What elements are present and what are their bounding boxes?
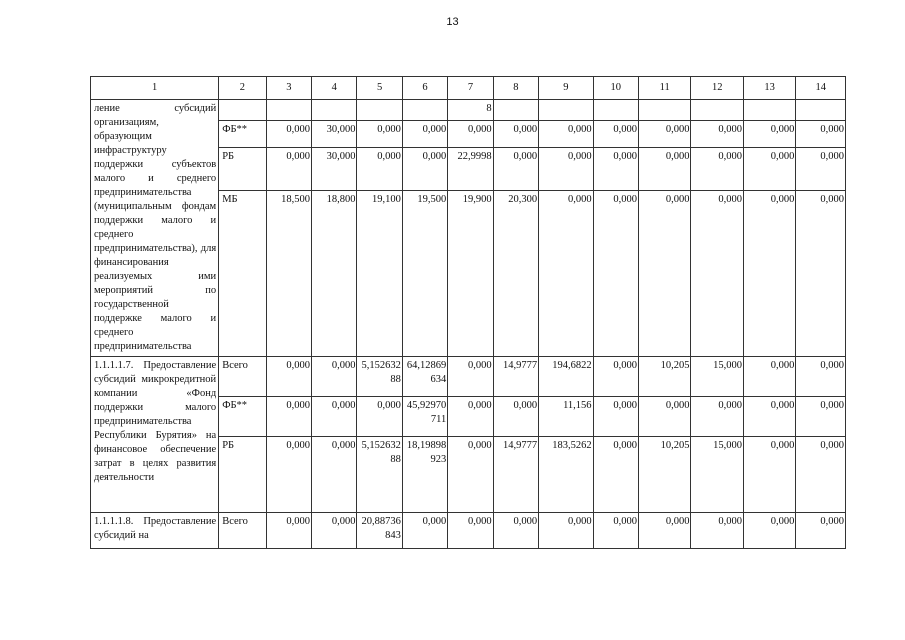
value-cell: 10,205: [638, 357, 690, 397]
value-cell: 15,000: [691, 357, 743, 397]
value-cell: [796, 100, 846, 121]
budget-table: [90, 76, 846, 549]
value-cell: 19,900: [448, 190, 493, 356]
value-cell: [691, 100, 743, 121]
header-row: [91, 77, 846, 100]
value-cell: 64,12869634: [402, 357, 447, 397]
value-cell: [638, 100, 690, 121]
value-cell: 0,000: [448, 357, 493, 397]
value-cell: 0,000: [593, 397, 638, 437]
value-cell: 0,000: [638, 121, 690, 148]
value-cell: 0,000: [691, 190, 743, 356]
value-cell: 0,000: [691, 513, 743, 549]
value-cell: 22,9998: [448, 148, 493, 190]
value-cell: 0,000: [402, 513, 447, 549]
value-cell: 0,000: [402, 121, 447, 148]
value-cell: 0,000: [743, 190, 795, 356]
value-cell: 0,000: [266, 148, 311, 190]
value-cell: 0,000: [266, 357, 311, 397]
value-cell: 5,15263288: [357, 357, 402, 397]
value-cell: [266, 100, 311, 121]
value-cell: 8: [448, 100, 493, 121]
value-cell: [743, 100, 795, 121]
value-cell: 0,000: [493, 397, 538, 437]
value-cell: 0,000: [638, 190, 690, 356]
value-cell: 11,156: [539, 397, 594, 437]
funding-source: РБ: [219, 148, 266, 190]
value-cell: 0,000: [796, 513, 846, 549]
value-cell: 0,000: [691, 397, 743, 437]
value-cell: [593, 100, 638, 121]
value-cell: 0,000: [743, 357, 795, 397]
column-header-1: 1: [91, 77, 219, 100]
column-header-8: 8: [493, 77, 538, 100]
value-cell: 0,000: [796, 121, 846, 148]
value-cell: 0,000: [357, 121, 402, 148]
value-cell: 14,9777: [493, 357, 538, 397]
value-cell: 0,000: [493, 148, 538, 190]
value-cell: 0,000: [743, 148, 795, 190]
value-cell: 0,000: [691, 121, 743, 148]
table-row: [91, 513, 846, 549]
value-cell: 0,000: [593, 513, 638, 549]
value-cell: 0,000: [796, 190, 846, 356]
value-cell: 0,000: [266, 437, 311, 513]
value-cell: 30,000: [312, 121, 357, 148]
column-header-10: 10: [593, 77, 638, 100]
column-header-9: 9: [539, 77, 594, 100]
funding-source: ФБ**: [219, 121, 266, 148]
value-cell: 0,000: [448, 121, 493, 148]
value-cell: 0,000: [448, 513, 493, 549]
column-header-6: 6: [402, 77, 447, 100]
column-header-5: 5: [357, 77, 402, 100]
value-cell: 0,000: [743, 513, 795, 549]
value-cell: [357, 100, 402, 121]
value-cell: 18,500: [266, 190, 311, 356]
funding-source: МБ: [219, 190, 266, 356]
value-cell: 0,000: [539, 513, 594, 549]
value-cell: 0,000: [312, 357, 357, 397]
value-cell: 0,000: [743, 397, 795, 437]
value-cell: 15,000: [691, 437, 743, 513]
value-cell: [312, 100, 357, 121]
value-cell: 0,000: [743, 437, 795, 513]
value-cell: 0,000: [796, 357, 846, 397]
row-description: 1.1.1.1.7. Предоставление субсидий микрокредитной компании «Фонд поддержки малого предпринимательства Республики Бурятия» на финансовое обеспечение затрат в целях развития деятельности: [91, 357, 219, 513]
column-header-12: 12: [691, 77, 743, 100]
value-cell: 30,000: [312, 148, 357, 190]
value-cell: 0,000: [796, 437, 846, 513]
value-cell: [539, 100, 594, 121]
column-header-14: 14: [796, 77, 846, 100]
value-cell: 0,000: [638, 513, 690, 549]
value-cell: 20,88736843: [357, 513, 402, 549]
row-description: ление субсидий организациям, образующим инфраструктуру поддержки субъектов малого и среднего предпринимательства (муниципальным фондам поддержки малого и среднего предпринимательства), для финансирования реализуемых ими мероприятий по государственной поддержке малого и среднего предпринимательства: [91, 100, 219, 357]
value-cell: 0,000: [493, 513, 538, 549]
row-description: 1.1.1.1.8. Предоставление субсидий на: [91, 513, 219, 549]
value-cell: 18,19898923: [402, 437, 447, 513]
value-cell: 194,6822: [539, 357, 594, 397]
value-cell: 0,000: [493, 121, 538, 148]
value-cell: 14,9777: [493, 437, 538, 513]
value-cell: 19,100: [357, 190, 402, 356]
value-cell: 0,000: [593, 437, 638, 513]
value-cell: [402, 100, 447, 121]
value-cell: 0,000: [638, 148, 690, 190]
value-cell: 10,205: [638, 437, 690, 513]
value-cell: 45,92970711: [402, 397, 447, 437]
value-cell: 0,000: [312, 397, 357, 437]
table-row: [91, 100, 846, 121]
value-cell: 0,000: [593, 190, 638, 356]
value-cell: 0,000: [593, 357, 638, 397]
funding-source: Всего: [219, 513, 266, 549]
value-cell: 183,5262: [539, 437, 594, 513]
column-header-4: 4: [312, 77, 357, 100]
page-number: 13: [446, 16, 459, 28]
value-cell: 0,000: [266, 121, 311, 148]
funding-source: РБ: [219, 437, 266, 513]
value-cell: 0,000: [402, 148, 447, 190]
value-cell: [493, 100, 538, 121]
value-cell: 18,800: [312, 190, 357, 356]
value-cell: 5,15263288: [357, 437, 402, 513]
value-cell: 0,000: [593, 121, 638, 148]
value-cell: 20,300: [493, 190, 538, 356]
value-cell: 0,000: [266, 513, 311, 549]
value-cell: 0,000: [539, 190, 594, 356]
value-cell: 0,000: [539, 121, 594, 148]
value-cell: 0,000: [796, 148, 846, 190]
table-row: [91, 357, 846, 397]
column-header-3: 3: [266, 77, 311, 100]
funding-source: Всего: [219, 357, 266, 397]
value-cell: 0,000: [638, 397, 690, 437]
value-cell: 0,000: [593, 148, 638, 190]
value-cell: 0,000: [357, 397, 402, 437]
value-cell: 0,000: [312, 437, 357, 513]
column-header-2: 2: [219, 77, 266, 100]
value-cell: 0,000: [796, 397, 846, 437]
value-cell: 19,500: [402, 190, 447, 356]
funding-source: [219, 100, 266, 121]
value-cell: 0,000: [448, 437, 493, 513]
funding-source: ФБ**: [219, 397, 266, 437]
column-header-7: 7: [448, 77, 493, 100]
value-cell: 0,000: [312, 513, 357, 549]
column-header-11: 11: [638, 77, 690, 100]
value-cell: 0,000: [743, 121, 795, 148]
value-cell: 0,000: [691, 148, 743, 190]
value-cell: 0,000: [357, 148, 402, 190]
value-cell: 0,000: [266, 397, 311, 437]
column-header-13: 13: [743, 77, 795, 100]
value-cell: 0,000: [539, 148, 594, 190]
value-cell: 0,000: [448, 397, 493, 437]
